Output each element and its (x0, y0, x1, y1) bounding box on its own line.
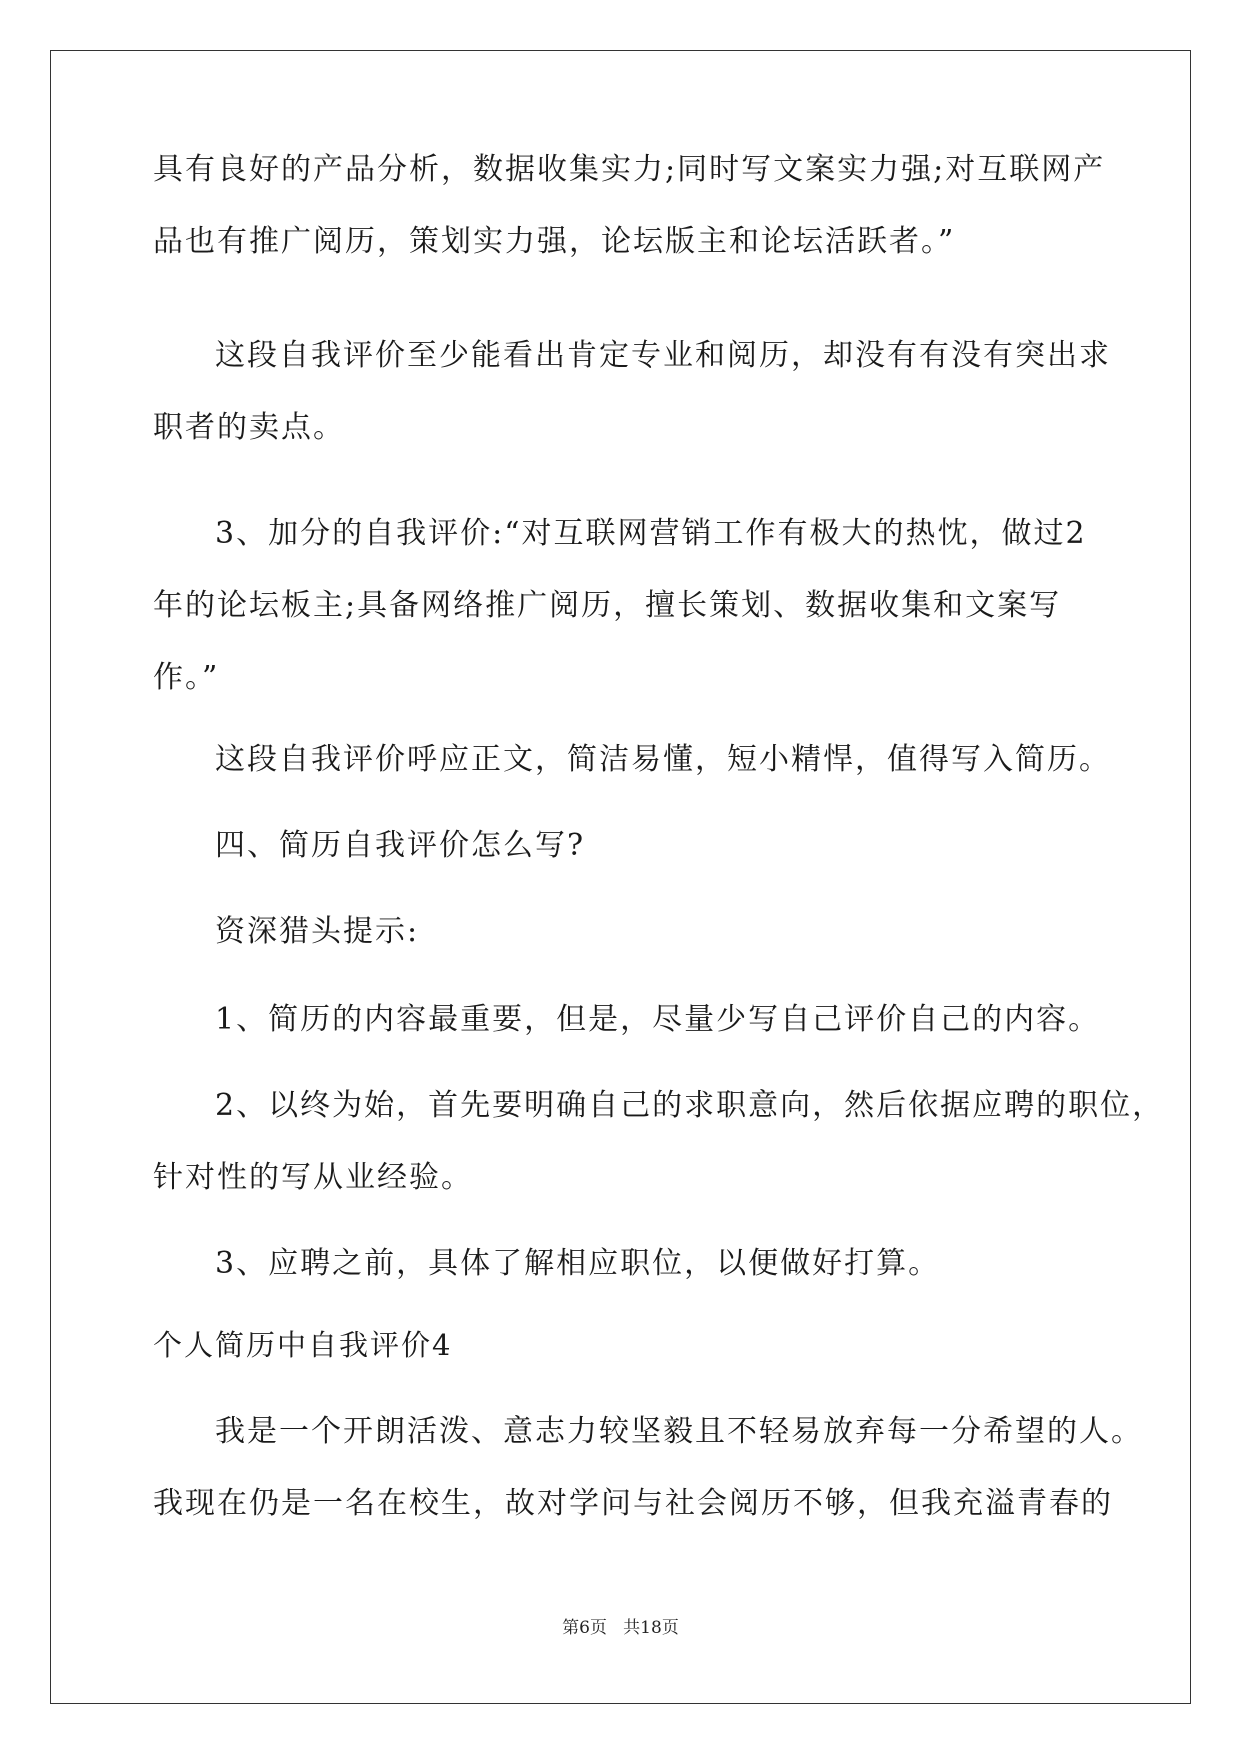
paragraph-line: 品也有推广阅历，策划实力强，论坛版主和论坛活跃者。” (153, 224, 956, 259)
paragraph-line: 作。” (153, 660, 220, 695)
paragraph-line: 资深猎头提示: (215, 914, 420, 949)
section-heading: 四、简历自我评价怎么写? (215, 828, 586, 863)
paragraph-line: 年的论坛板主;具备网络推广阅历，擅长策划、数据收集和文案写 (153, 588, 1062, 623)
list-item: 1、简历的内容最重要，但是，尽量少写自己评价自己的内容。 (215, 1002, 1101, 1037)
list-item: 2、以终为始，首先要明确自己的求职意向，然后依据应聘的职位， (215, 1088, 1165, 1123)
paragraph-line: 我现在仍是一名在校生，故对学问与社会阅历不够，但我充溢青春的 (153, 1486, 1113, 1521)
paragraph-line: 针对性的写从业经验。 (153, 1160, 473, 1195)
section-title: 个人简历中自我评价4 (153, 1328, 453, 1362)
paragraph-line: 这段自我评价呼应正文，简洁易懂，短小精悍，值得写入简历。 (215, 742, 1111, 777)
paragraph-line: 3、加分的自我评价:“对互联网营销工作有极大的热忱，做过2 (215, 516, 1087, 551)
paragraph-line: 职者的卖点。 (153, 410, 345, 445)
list-item: 3、应聘之前，具体了解相应职位，以便做好打算。 (215, 1246, 941, 1281)
page-number: 第6页 共18页 (562, 1618, 679, 1638)
paragraph-line: 这段自我评价至少能看出肯定专业和阅历，却没有有没有突出求 (215, 338, 1111, 373)
page-border (50, 50, 1191, 1704)
paragraph-line: 具有良好的产品分析，数据收集实力;同时写文案实力强;对互联网产 (153, 152, 1106, 187)
paragraph-line: 我是一个开朗活泼、意志力较坚毅且不轻易放弃每一分希望的人。 (215, 1414, 1143, 1449)
